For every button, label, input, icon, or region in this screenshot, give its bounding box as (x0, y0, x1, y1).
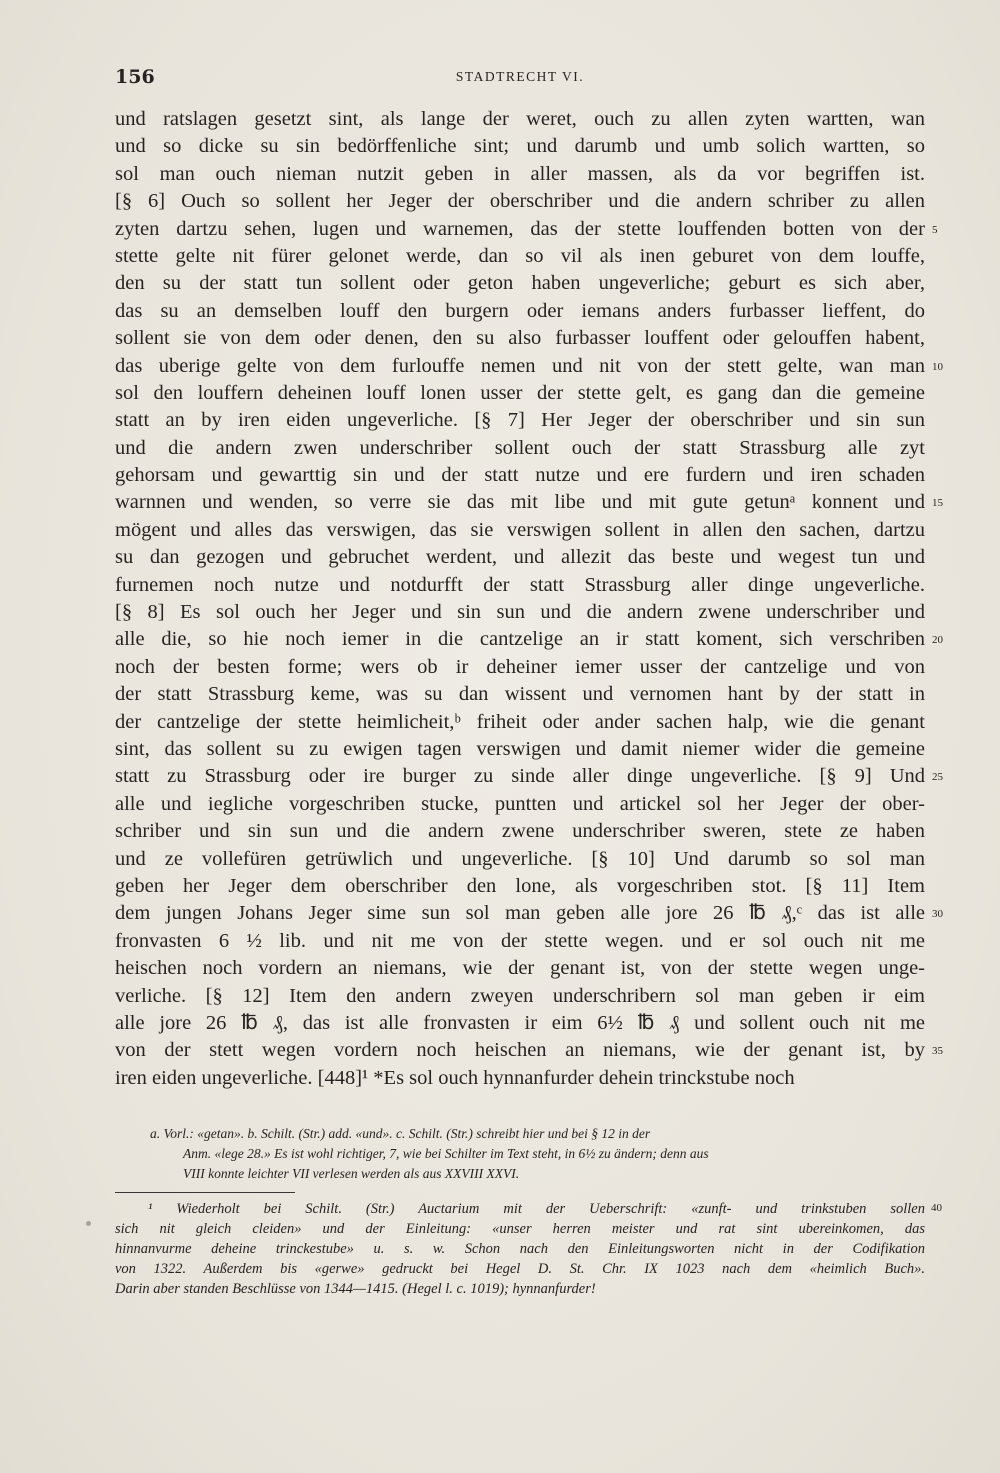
text-line-content: [§ 6] Ouch so sollent her Jeger der oberschriber und die andern schriber zu allen (115, 190, 925, 213)
text-line-content: geben her Jeger dem oberschriber den lone, als vorgeschriben stot. [§ 11] Item (115, 874, 925, 897)
text-line (115, 298, 925, 325)
text-line (115, 791, 925, 818)
text-line (115, 763, 943, 790)
text-line-content: sol den louffern deheinen louff lonen usser der stette gelt, es gang dan die gemeine (115, 381, 925, 404)
text-line-content: das su an demselben louff den burgern oder iemans anders furbasser lieffent, do (115, 299, 925, 322)
text-line-content: alle die, so hie noch iemer in die cantzelige an ir statt koment, sich verschriben (115, 628, 925, 651)
text-line-content: furnemen noch nutze und notdurfft der statt Strassburg aller dinge ungeverliche. (115, 573, 925, 596)
text-line-content: und ratslagen gesetzt sint, als lange der weret, ouch zu allen zyten wartten, wan (115, 108, 925, 130)
text-line (115, 216, 938, 243)
footnote-line: Darin aber standen Beschlüsse von 1344—1415. (Hegel l. c. 1019); hynnanfurder! (115, 1281, 596, 1297)
line-number: 25 (932, 771, 943, 784)
text-line-content: fronvasten 6 ½ lib. und nit me von der stette wegen. und er sol ouch nit me (115, 929, 925, 952)
text-line-content: alle und iegliche vorgeschriben stucke, puntten und artickel sol her Jeger der ober- (115, 792, 925, 815)
text-line-content: alle jore 26 ℔ ₰, das ist alle fronvasten ir eim 6½ ℔ ₰ und sollent ouch nit me (115, 1011, 925, 1034)
footnote-line: ¹ Wiederholt bei Schilt. (Str.) Auctarium mit der Ueberschrift: «zunft- und trinkstuben sollen (148, 1201, 925, 1217)
footnote-line: hinnanvurme deheine trinckestube» u. s. w. Schon nach den Einleitungsworten nicht in der Codifikation (115, 1241, 925, 1257)
line-number: 30 (932, 908, 943, 921)
line-number: 20 (932, 634, 943, 647)
text-line (115, 106, 925, 133)
footnote-line: von 1322. Außerdem bis «gerwe» gedruckt bei Hegel D. St. Chr. IX 1023 nach dem «heimlich Buch». (115, 1261, 925, 1277)
text-line (115, 599, 925, 626)
text-line-content: und ze vollefüren getrüwlich und ungeverliche. [§ 10] Und darumb so sol man (115, 847, 925, 870)
line-number: 40 (931, 1202, 942, 1214)
text-line (115, 709, 925, 736)
footnotes (115, 1199, 942, 1299)
text-line-content: zyten dartzu sehen, lugen und warnemen, das der stette louffenden botten von der (115, 217, 925, 240)
text-line (115, 736, 925, 763)
main-text (115, 106, 943, 1092)
text-line (115, 983, 925, 1010)
text-line (115, 1065, 925, 1092)
line-number: 35 (932, 1045, 943, 1058)
text-line-content: statt an by iren eiden ungeverliche. [§ 7] Her Jeger der oberschriber und sin sun (115, 409, 925, 432)
text-line (115, 1037, 943, 1064)
text-line-content: sint, das sollent su zu ewigen tagen verswigen und damit niemer wider die gemeine (115, 737, 925, 760)
text-line (115, 955, 925, 982)
text-line-content: iren eiden ungeverliche. [448]¹ *Es sol ouch hynnanfurder dehein trinckstube noch (115, 1066, 795, 1089)
variant-note-line: VIII konnte leichter VII verlesen werden als aus XXVIII XXVI. (183, 1166, 520, 1181)
text-line-content: heischen noch vordern an niemans, wie der genant ist, von der stette wegen unge- (115, 957, 925, 980)
text-line (115, 818, 925, 845)
text-line (115, 407, 925, 434)
text-line (115, 435, 925, 462)
text-line (115, 873, 925, 900)
text-line (115, 544, 925, 571)
text-line (115, 188, 925, 215)
text-line (115, 462, 925, 489)
text-line (115, 1010, 925, 1037)
text-line (115, 681, 925, 708)
text-line-content: und die andern zwen underschriber sollent ouch der statt Strassburg alle zyt (115, 436, 925, 459)
text-line-content: der cantzelige der stette heimlicheit,ᵇ friheit oder ander sachen halp, wie die genant (115, 710, 925, 733)
text-line-content: stette gelte nit fürer gelonet werde, dan so vil als inen geburet von dem louffe, (115, 244, 925, 267)
text-line (115, 161, 925, 188)
margin-mark (86, 1221, 91, 1226)
text-line (115, 572, 925, 599)
text-line (115, 380, 925, 407)
footnote-line: sich nit gleich cleiden» und der Einleitung: «unser herren meister und rat sint ubereinkomen, das (115, 1221, 925, 1237)
text-line-content: warnnen und wenden, so verre sie das mit libe und mit gute getunᵃ konnent und (115, 491, 925, 514)
text-line-content: das uberige gelte von dem furlouffe nemen und nit von der stett gelte, wan man (115, 354, 925, 377)
variant-notes (150, 1124, 925, 1184)
text-line (115, 928, 925, 955)
text-line (115, 517, 925, 544)
line-number: 10 (932, 360, 943, 373)
text-line (115, 325, 925, 352)
text-line (115, 243, 925, 270)
text-line-content: su dan gezogen und gebruchet werdent, und allezit das beste und wegest tun und (115, 546, 925, 569)
text-line-content: noch der besten forme; wers ob ir deheiner iemer usser der cantzelige und von (115, 655, 925, 678)
text-line (115, 489, 943, 516)
running-title: STADTRECHT VI. (455, 69, 585, 84)
text-line-content: schriber und sin sun und die andern zwene underschriber sweren, stete ze haben (115, 820, 925, 843)
footnote-divider (115, 1192, 295, 1193)
text-line-content: von der stett wegen vordern noch heischen an niemans, wie der genant ist, by (115, 1039, 925, 1062)
text-line (115, 626, 943, 653)
line-number: 5 (932, 223, 938, 236)
text-line-content: den su der statt tun sollent oder geton haben ungeverliche; geburt es sich aber, (115, 272, 925, 295)
page-number: 156 (115, 66, 155, 88)
text-line (115, 900, 943, 927)
text-line-content: der statt Strassburg keme, was su dan wissent und vernomen hant by der statt in (115, 683, 925, 706)
text-line-content: statt zu Strassburg oder ire burger zu sinde aller dinge ungeverliche. [§ 9] Und (115, 765, 925, 788)
text-line-content: sollent sie von dem oder denen, den su also furbasser louffent oder gelouffen habent, (115, 327, 925, 350)
text-line-content: sol man ouch nieman nutzit geben in aller massen, als da vor begriffen ist. (115, 162, 925, 185)
text-line-content: mögent und alles das verswigen, das sie verswigen sollent in allen den sachen, dartzu (115, 518, 925, 541)
text-line-content: und so dicke su sin bedörffenliche sint; und darumb und umb solich wartten, so (115, 135, 925, 158)
page-header (115, 66, 925, 90)
line-number: 15 (932, 497, 943, 510)
text-line-content: [§ 8] Es sol ouch her Jeger und sin sun und die andern zwene underschriber und (115, 601, 925, 624)
text-line-content: dem jungen Johans Jeger sime sun sol man geben alle jore 26 ℔ ₰,ᶜ das ist alle (115, 902, 925, 925)
variant-note-line: a. Vorl.: «getan». b. Schilt. (Str.) add. «und». c. Schilt. (Str.) schreibt hier und bei § 12 in der (150, 1126, 651, 1141)
variant-note-line: Anm. «lege 28.» Es ist wohl richtiger, 7, wie bei Schilter im Text steht, in 6½ zu ändern; denn aus (183, 1146, 709, 1161)
text-line (115, 353, 943, 380)
text-line-content: gehorsam und gewarttig sin und der statt nutze und ere furdern und iren schaden (115, 464, 925, 487)
text-line (115, 270, 925, 297)
text-line-content: verliche. [§ 12] Item den andern zweyen underschribern sol man geben ir eim (115, 984, 925, 1007)
text-line (115, 133, 925, 160)
text-line (115, 846, 925, 873)
text-line (115, 654, 925, 681)
